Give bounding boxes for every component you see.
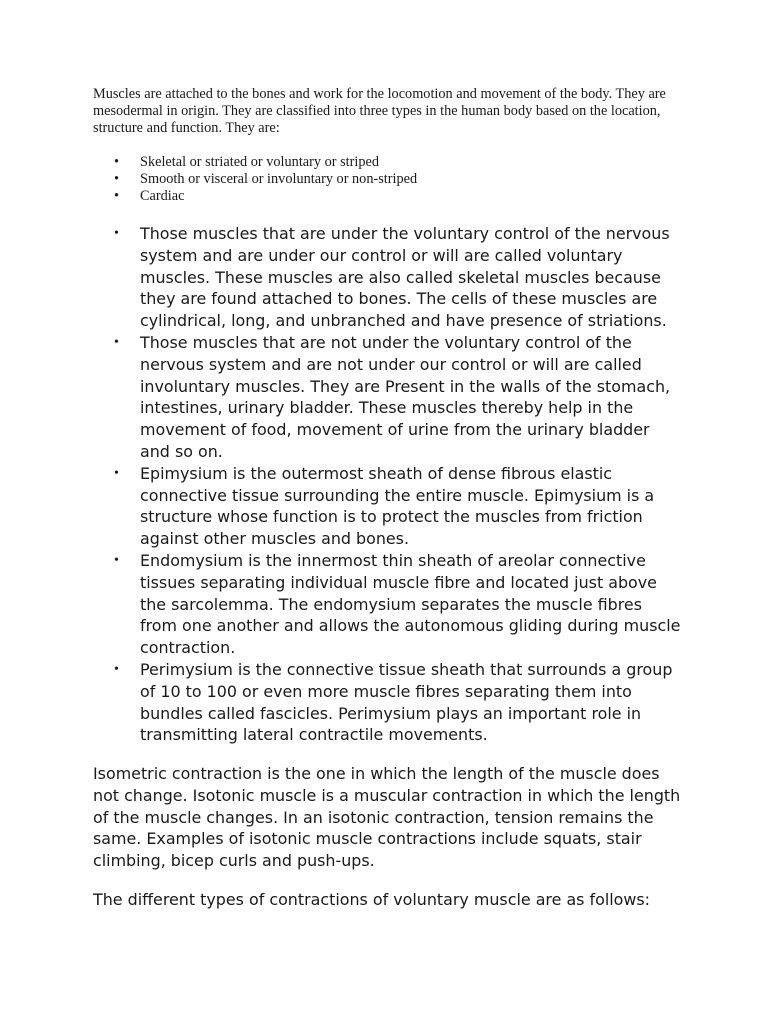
bullet-icon: • (114, 661, 119, 677)
bullet-icon: • (114, 171, 120, 187)
contraction-types-heading: The different types of contractions of voluntary muscle are as follows: (93, 890, 651, 909)
list-item (93, 659, 683, 746)
list-item (93, 171, 693, 188)
list-item-text: Endomysium is the innermost thin sheath of areolar connective tissues separating individual muscle fibre and located just above the sarcolemma. The endomysium separates the muscle fibres from one another and allows the autonomous gliding during muscle contraction. (140, 550, 681, 658)
list-item (93, 463, 683, 550)
list-item (93, 188, 693, 205)
intro-paragraph: Muscles are attached to the bones and work for the locomotion and movement of the body. They are mesodermal in origin. They are classified into three types in the human body based on the location, structure and function. They are: (93, 86, 666, 136)
list-item (93, 223, 683, 332)
bullet-icon: • (114, 552, 119, 568)
muscle-types-list (93, 154, 693, 205)
list-item-text: Epimysium is the outermost sheath of dense fibrous elastic connective tissue surrounding the entire muscle. Epimysium is a structure whose function is to protect the muscles from friction against other muscles and bones. (140, 463, 655, 549)
list-item-text: Skeletal or striated or voluntary or striped (140, 154, 380, 170)
list-item-text: Cardiac (140, 188, 185, 204)
list-item-text: Perimysium is the connective tissue sheath that surrounds a group of 10 to 100 or even more muscle fibres separating them into bundles called fascicles. Perimysium plays an important role in transmitting lateral contractile movements. (140, 659, 673, 745)
contraction-paragraph: Isometric contraction is the one in which the length of the muscle does not change. Isotonic muscle is a muscular contraction in which the length of the muscle changes. In an isotonic contraction, tension remains the same. Examples of isotonic muscle contractions include squats, stair climbing, bicep curls and push-ups. (93, 764, 681, 871)
list-item-text: Those muscles that are not under the voluntary control of the nervous system and are not under our control or will are called involuntary muscles. They are Present in the walls of the stomach, intestines, urinary bladder. These muscles thereby help in the movement of food, movement of urine from the urinary bladder and so on. (140, 332, 671, 461)
bullet-icon: • (114, 188, 120, 204)
list-item-text: Smooth or visceral or involuntary or non-striped (140, 171, 418, 187)
muscle-details-list (93, 223, 683, 746)
list-item-text: Those muscles that are under the voluntary control of the nervous system and are under our control or will are called voluntary muscles. These muscles are also called skeletal muscles because they are found attached to bones. The cells of these muscles are cylindrical, long, and unbranched and have presence of striations. (140, 224, 670, 331)
list-item (93, 154, 693, 171)
list-item (93, 550, 683, 659)
bullet-icon: • (114, 334, 119, 350)
bullet-icon: • (114, 226, 119, 241)
bullet-icon: • (114, 154, 120, 170)
bullet-icon: • (114, 465, 119, 481)
list-item (93, 332, 683, 463)
